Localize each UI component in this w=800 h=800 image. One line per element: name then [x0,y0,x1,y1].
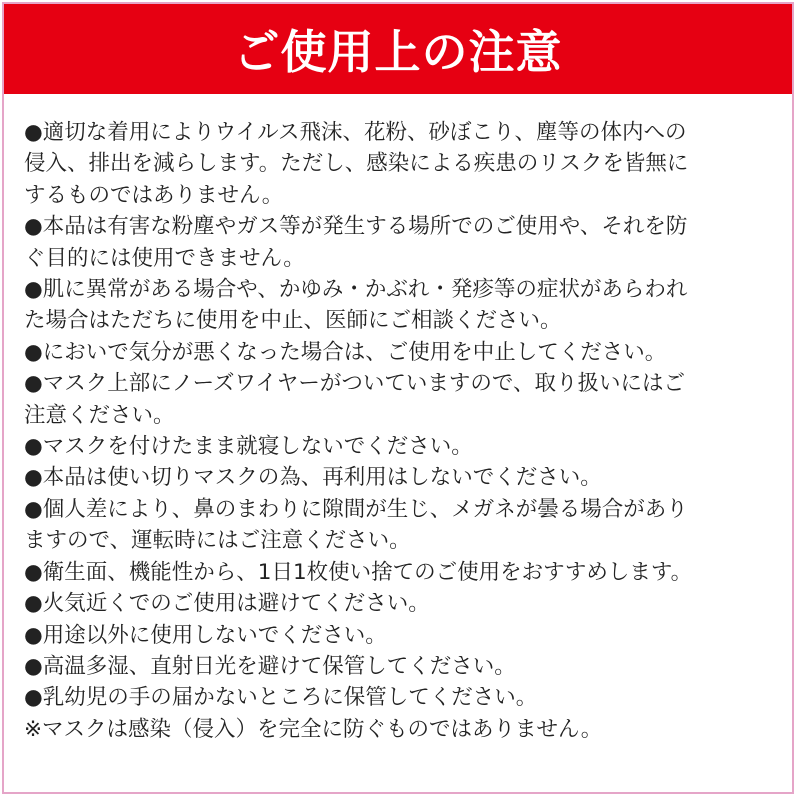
disclaimer-note [24,714,774,745]
note-item [24,368,774,431]
note-item [24,682,774,713]
note-line: するものではありません。 [24,182,284,208]
note-line: ●本品は使い切りマスクの為、再利用はしないでください。 [24,465,602,491]
note-item [24,211,774,274]
caution-card [2,2,794,794]
note-item [24,462,774,493]
note-line: ●マスク上部にノーズワイヤーがついていますので、取り扱いにはご [24,371,685,397]
note-item [24,117,774,211]
note-item [24,651,774,682]
note-line: ●肌に異常がある場合や、かゆみ・かぶれ・発疹等の症状があらわれ [24,277,688,303]
note-item [24,557,774,588]
note-item [24,337,774,368]
note-line: ●火気近くでのご使用は避けてください。 [24,591,430,617]
note-item [24,431,774,462]
note-line: ●においで気分が悪くなった場合は、ご使用を中止してください。 [24,339,667,365]
note-line: ※マスクは感染（侵入）を完全に防ぐものではありません。 [24,716,603,742]
note-item [24,494,774,557]
note-line: ぐ目的には使用できません。 [24,245,305,271]
note-line: ●個人差により、鼻のまわりに隙間が生じ、メガネが曇る場合があり [24,496,688,522]
note-line: ますので、運転時にはご注意ください。 [24,528,411,554]
note-line: ●用途以外に使用しないでください。 [24,622,387,648]
page-title: ご使用上の注意 [233,25,563,79]
note-line: 侵入、排出を減らします。ただし、感染による疾患のリスクを皆無に [24,151,689,177]
note-line: ●高温多湿、直射日光を避けて保管してください。 [24,653,516,679]
note-line: た場合はただちに使用を中止、医師にご相談ください。 [24,308,562,334]
note-line: ●適切な着用によりウイルス飛沫、花粉、砂ぼこり、塵等の体内への [24,120,687,145]
note-line: ●本品は有害な粉塵やガス等が発生する場所でのご使用や、それを防 [24,214,688,240]
note-line: 注意ください。 [24,402,175,428]
note-line: ●衛生面、機能性から、1日1枚使い捨てのご使用をおすすめします。 [24,559,693,585]
caution-header [4,4,792,94]
note-item [24,588,774,619]
note-item [24,620,774,651]
note-line: ●マスクを付けたまま就寝しないでください。 [24,434,473,460]
caution-notes [24,117,774,745]
note-line: ●乳幼児の手の届かないところに保管してください。 [24,685,538,711]
note-item [24,274,774,337]
